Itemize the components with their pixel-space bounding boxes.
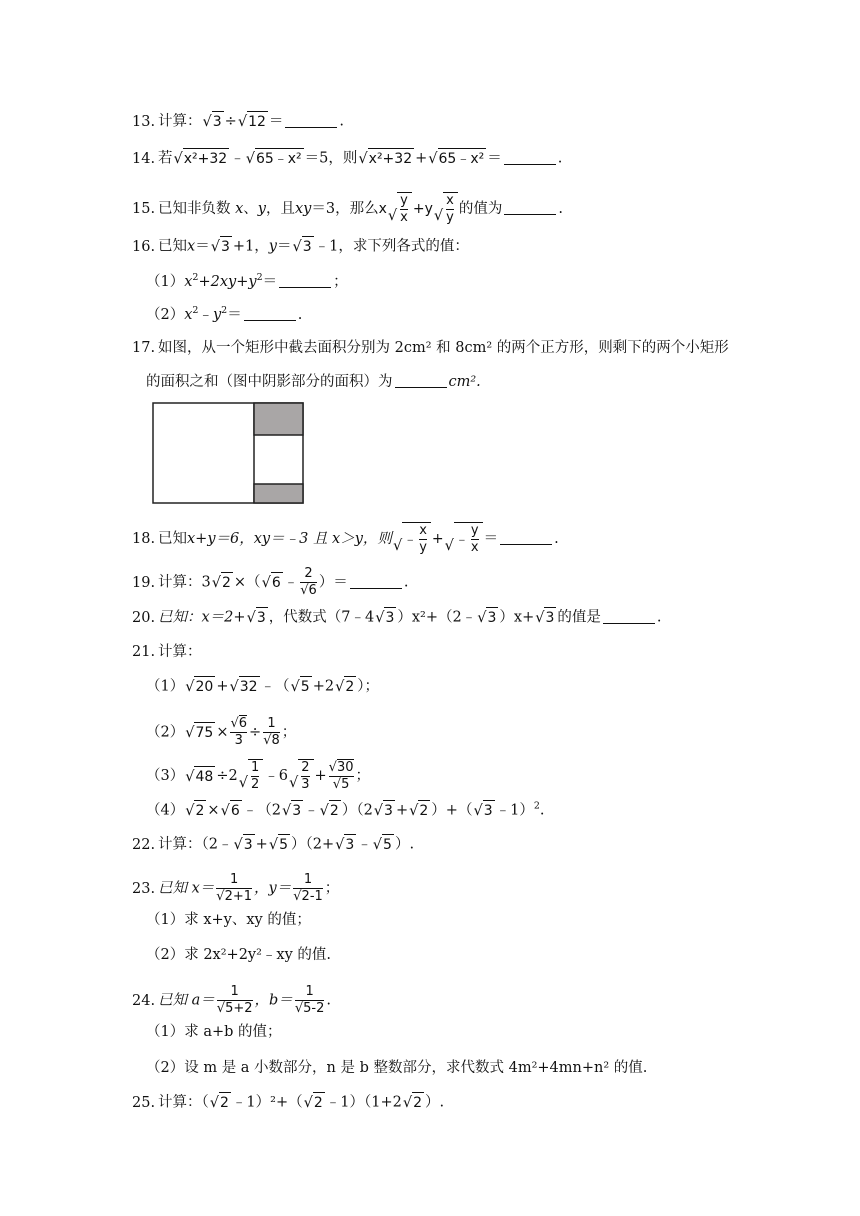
period: .	[403, 574, 409, 591]
sqrt-3: √3	[535, 607, 556, 628]
text: ×（	[233, 574, 261, 591]
var-x: x	[187, 238, 196, 255]
answer-blank[interactable]	[350, 574, 402, 589]
sqrt-1-over-2: √ $\frac{1}{2}$	[239, 759, 264, 793]
sqrt-3: √3	[477, 607, 498, 628]
period: .	[558, 201, 563, 217]
var-xy: xy	[295, 201, 312, 217]
div-sign: ÷	[224, 113, 237, 130]
problem-number: 16.	[132, 238, 156, 255]
problem-23-q2	[146, 945, 331, 965]
problem-number: 19.	[132, 574, 156, 591]
minus-sign: ﹣	[304, 802, 319, 819]
equals: ＝	[487, 150, 502, 167]
sqrt-5: √5	[373, 834, 394, 855]
text: 已知	[158, 238, 187, 255]
minus-sign: ﹣	[230, 150, 245, 167]
period: .	[339, 113, 345, 130]
period: .	[539, 802, 545, 819]
sqrt-2-over-3: √ $\frac{2}{3}$	[289, 759, 314, 793]
text: ﹣	[198, 307, 213, 323]
sqrt-5: √5	[269, 834, 290, 855]
fraction-1-over-sqrt2-minus-1: $\frac{1}{√2-1}$	[293, 872, 323, 904]
problem-24-q1	[146, 1022, 282, 1042]
times-sign: ×	[207, 802, 220, 819]
text: ）x²+（2﹣	[397, 609, 477, 626]
coef: 2	[228, 768, 238, 784]
problem-21-sub1	[146, 676, 379, 697]
plus-sign: +	[314, 768, 327, 784]
text: ﹣1，求下列各式的值：	[314, 238, 469, 255]
problem-21-sub4: （4）√2 ×√6 ﹣（2√3 ﹣√2 ）（2√3 +√2 ）+（√3 ﹣1）$^2$.	[146, 800, 545, 819]
text: ，且	[266, 201, 295, 217]
sqrt-3: √3	[282, 800, 303, 821]
paren: ）	[519, 802, 534, 819]
problem-14	[132, 148, 562, 169]
text: +2xy+	[198, 274, 249, 290]
text: 如图，从一个矩形中截去面积分别为 2cm² 和 8cm² 的两个正方形，则剩下的两个小矩形	[158, 340, 729, 356]
text: 计算：	[158, 113, 202, 130]
text: 若	[158, 150, 173, 167]
problem-number: 13.	[132, 113, 156, 130]
var-x: x	[378, 201, 387, 217]
text: 的值为	[458, 201, 503, 217]
text: 的值是	[557, 609, 601, 626]
problem-15	[132, 192, 563, 226]
plus-sign: +	[255, 836, 268, 853]
text: 已知 a＝	[158, 992, 215, 1009]
text: ）（2+	[290, 836, 335, 853]
problem-number: 18.	[132, 531, 156, 547]
var-y: y	[268, 238, 277, 255]
sqrt-3: √3	[473, 800, 494, 821]
problem-number: 17.	[132, 340, 156, 356]
text: +1，	[232, 238, 269, 255]
div-sign: ÷	[216, 768, 229, 784]
text: 已知 x＝	[158, 880, 215, 897]
paren: ）	[431, 802, 446, 819]
sqrt-3: √3	[203, 111, 224, 132]
sqrt-x2-32: √x²+32	[174, 148, 230, 169]
sqrt-3: √3	[211, 236, 232, 257]
var-y: y	[257, 201, 266, 217]
exponent: 2	[192, 272, 199, 283]
sqrt-2: √2	[335, 676, 356, 697]
paren: （	[257, 802, 272, 819]
text: 计算：	[158, 644, 202, 660]
plus-sign: +	[216, 678, 229, 695]
exponent: 2	[256, 272, 263, 283]
problem-number: 24.	[132, 992, 156, 1009]
minus-sign: ﹣	[357, 836, 372, 853]
problem-number: 15.	[132, 201, 156, 217]
sqrt-48: √48	[185, 766, 215, 787]
problem-number: 21.	[132, 644, 156, 660]
problem-21	[132, 642, 202, 662]
fraction-1-over-sqrt2-plus-1: $\frac{1}{√2+1}$	[216, 872, 253, 904]
sqrt-neg-y-over-x: √﹣ $\frac{y}{x}$	[445, 522, 483, 556]
minus-sign: ﹣	[264, 768, 279, 784]
var-x: x	[235, 201, 244, 217]
plus-sign: +	[415, 150, 428, 167]
fraction-sqrt30-over-sqrt5: $\frac{√30}{√5}$	[328, 759, 354, 792]
sub-question: （1）求 a+b 的值；	[146, 1024, 282, 1040]
problem-16-sub1	[146, 272, 348, 292]
text: ）x+	[499, 609, 535, 626]
semicolon: ；	[355, 768, 370, 784]
shaded-top	[254, 403, 303, 435]
problem-17	[132, 338, 729, 358]
equals: ＝	[483, 531, 499, 547]
problem-16-sub2	[146, 305, 302, 325]
text: ﹣1）（1+2	[325, 1094, 402, 1111]
semicolon: ；	[281, 724, 297, 741]
problem-number: 14.	[132, 150, 156, 167]
unit: cm².	[448, 374, 481, 390]
sqrt-75: √75	[185, 722, 215, 743]
fraction-sqrt6-over-3: $\frac{√6}{3}$	[230, 716, 248, 748]
fraction-1-over-sqrt8: $\frac{1}{√8}$	[263, 716, 280, 748]
text: ，b＝	[254, 992, 293, 1009]
plus-sign: +	[395, 802, 409, 819]
problem-20	[132, 607, 662, 628]
sqrt-2: √2	[210, 1092, 231, 1113]
text: 已知非负数	[158, 201, 231, 217]
coef: 2	[324, 678, 335, 695]
text: ＝3，那么	[311, 201, 379, 217]
sqrt-2: √2	[403, 1092, 424, 1113]
problem-22	[132, 834, 414, 855]
sqrt-2: √2	[185, 800, 206, 821]
rectangle-figure	[152, 402, 304, 504]
problem-24-q2	[146, 1058, 647, 1078]
problem-16	[132, 236, 469, 257]
sqrt-3: √3	[375, 607, 396, 628]
sqrt-65-x2: √65﹣x²	[428, 148, 486, 169]
answer-blank[interactable]	[279, 273, 331, 288]
sub-label: （3）	[146, 768, 185, 784]
exponent: 2	[533, 800, 540, 812]
period: .	[557, 150, 563, 167]
text: ）＝	[318, 574, 348, 591]
problem-21-sub3	[146, 759, 370, 793]
shaded-bottom	[254, 484, 303, 503]
minus-sign: ﹣	[283, 574, 299, 591]
sqrt-x-over-y: √ $\frac{x}{y}$	[434, 192, 458, 226]
answer-blank[interactable]	[504, 200, 556, 215]
sqrt-32: √32	[229, 676, 259, 697]
equals: ＝	[195, 238, 210, 255]
equals: ＝	[268, 113, 284, 130]
sub-question: （2）求 2x²+2y²﹣xy 的值.	[146, 947, 332, 963]
sqrt-6: √6	[262, 572, 283, 593]
text: 、	[243, 201, 258, 217]
times-sign: ×	[216, 724, 229, 741]
problem-number: 20.	[132, 609, 156, 626]
text: ）.	[394, 836, 415, 853]
sub-question: （1）求 x+y、xy 的值；	[146, 912, 311, 928]
semicolon: ；	[364, 678, 380, 695]
minus-sign: ﹣	[242, 802, 258, 819]
exponent: 2	[221, 305, 228, 316]
period: .	[554, 531, 559, 547]
exponent: 2	[192, 305, 199, 316]
text: 计算：（	[158, 1094, 209, 1111]
text: .	[297, 307, 303, 323]
sqrt-6: √6	[221, 800, 242, 821]
problem-24	[132, 984, 331, 1017]
answer-blank[interactable]	[395, 373, 447, 388]
text: 已知：x＝2+	[158, 609, 246, 626]
paren: （	[275, 678, 290, 695]
sqrt-5: √5	[291, 676, 312, 697]
paren: ）	[357, 678, 365, 695]
fraction-1-over-sqrt5-minus-2: $\frac{1}{√5-2}$	[294, 984, 325, 1016]
minus-sign: ﹣	[260, 678, 276, 695]
problem-18	[132, 522, 559, 556]
paren: （	[457, 802, 473, 819]
var-y: y	[212, 307, 222, 323]
text: ）.	[425, 1094, 445, 1111]
sub-label: （1）	[146, 678, 185, 695]
sqrt-y-over-x: √ $\frac{y}{x}$	[388, 192, 412, 226]
var-x: x	[184, 274, 193, 290]
plus-sign: +	[412, 201, 425, 217]
plus-sign: +	[431, 531, 444, 547]
answer-blank[interactable]	[285, 113, 337, 128]
problem-21-sub2	[146, 716, 296, 749]
paren: （	[356, 802, 364, 819]
equals: ＝	[262, 274, 278, 290]
sqrt-2: √2	[409, 800, 430, 821]
sub-label: （4）	[146, 802, 185, 819]
semicolon: ；	[324, 880, 340, 897]
sqrt-3: √3	[335, 834, 356, 855]
answer-blank[interactable]	[603, 609, 655, 624]
problem-number: 22.	[132, 836, 156, 853]
var-x: x	[184, 307, 193, 323]
sub-label: （2）	[146, 724, 185, 741]
sqrt-x2-32: √x²+32	[358, 148, 414, 169]
text: x+y＝6，xy＝﹣3 且 x＞y，则	[187, 531, 392, 547]
problem-13	[132, 111, 344, 132]
text: ＝5，则	[304, 150, 358, 167]
sqrt-20: √20	[185, 676, 215, 697]
equals: ＝	[227, 307, 242, 323]
problem-number: 25.	[132, 1094, 156, 1111]
sqrt-2: √2	[320, 800, 341, 821]
var-y: y	[424, 201, 433, 217]
problem-17-line2	[146, 372, 481, 392]
sqrt-3: √3	[374, 800, 395, 821]
text: ，y＝	[254, 880, 292, 897]
sub-question: （2）设 m 是 a 小数部分，n 是 b 整数部分，求代数式 4m²+4mn+n² 的值.	[146, 1060, 648, 1076]
sub-label: （2）	[146, 307, 185, 323]
plus-sign: +	[312, 678, 325, 695]
fraction-2-over-sqrt6: $\frac{2}{√6}$	[300, 566, 317, 598]
sqrt-65-x2: √65﹣x²	[246, 148, 304, 169]
sqrt-3: √3	[247, 607, 268, 628]
problem-23	[132, 872, 339, 905]
paren: ）	[341, 802, 357, 819]
text: 计算：（2﹣	[158, 836, 233, 853]
fraction-1-over-sqrt5-plus-2: $\frac{1}{√5+2}$	[216, 984, 253, 1016]
sqrt-3: √3	[233, 834, 254, 855]
text: ，代数式（7﹣4	[268, 609, 375, 626]
sub-label: （1）	[146, 274, 185, 290]
period: .	[656, 609, 662, 626]
text: ；	[333, 274, 348, 290]
coef: 6	[278, 768, 288, 784]
var-y: y	[248, 274, 257, 290]
answer-blank[interactable]	[244, 306, 296, 321]
div-sign: ÷	[249, 724, 262, 741]
equals: ＝	[276, 238, 292, 255]
text: ﹣1）²+（	[231, 1094, 303, 1111]
text: 的面积之和（图中阴影部分的面积）为	[146, 374, 393, 390]
text: 计算：3	[158, 574, 211, 591]
problem-23-q1	[146, 910, 311, 930]
sqrt-3: √3	[292, 236, 313, 257]
sqrt-2: √2	[212, 572, 233, 593]
answer-blank[interactable]	[504, 150, 556, 165]
answer-blank[interactable]	[500, 530, 552, 545]
text: 已知	[158, 531, 187, 547]
problem-19	[132, 566, 408, 599]
sqrt-neg-x-over-y: √﹣ $\frac{x}{y}$	[393, 522, 431, 556]
problem-25	[132, 1092, 444, 1113]
sqrt-12: √12	[238, 111, 268, 132]
sqrt-2: √2	[304, 1092, 325, 1113]
problem-number: 23.	[132, 880, 156, 897]
period: .	[326, 992, 331, 1009]
